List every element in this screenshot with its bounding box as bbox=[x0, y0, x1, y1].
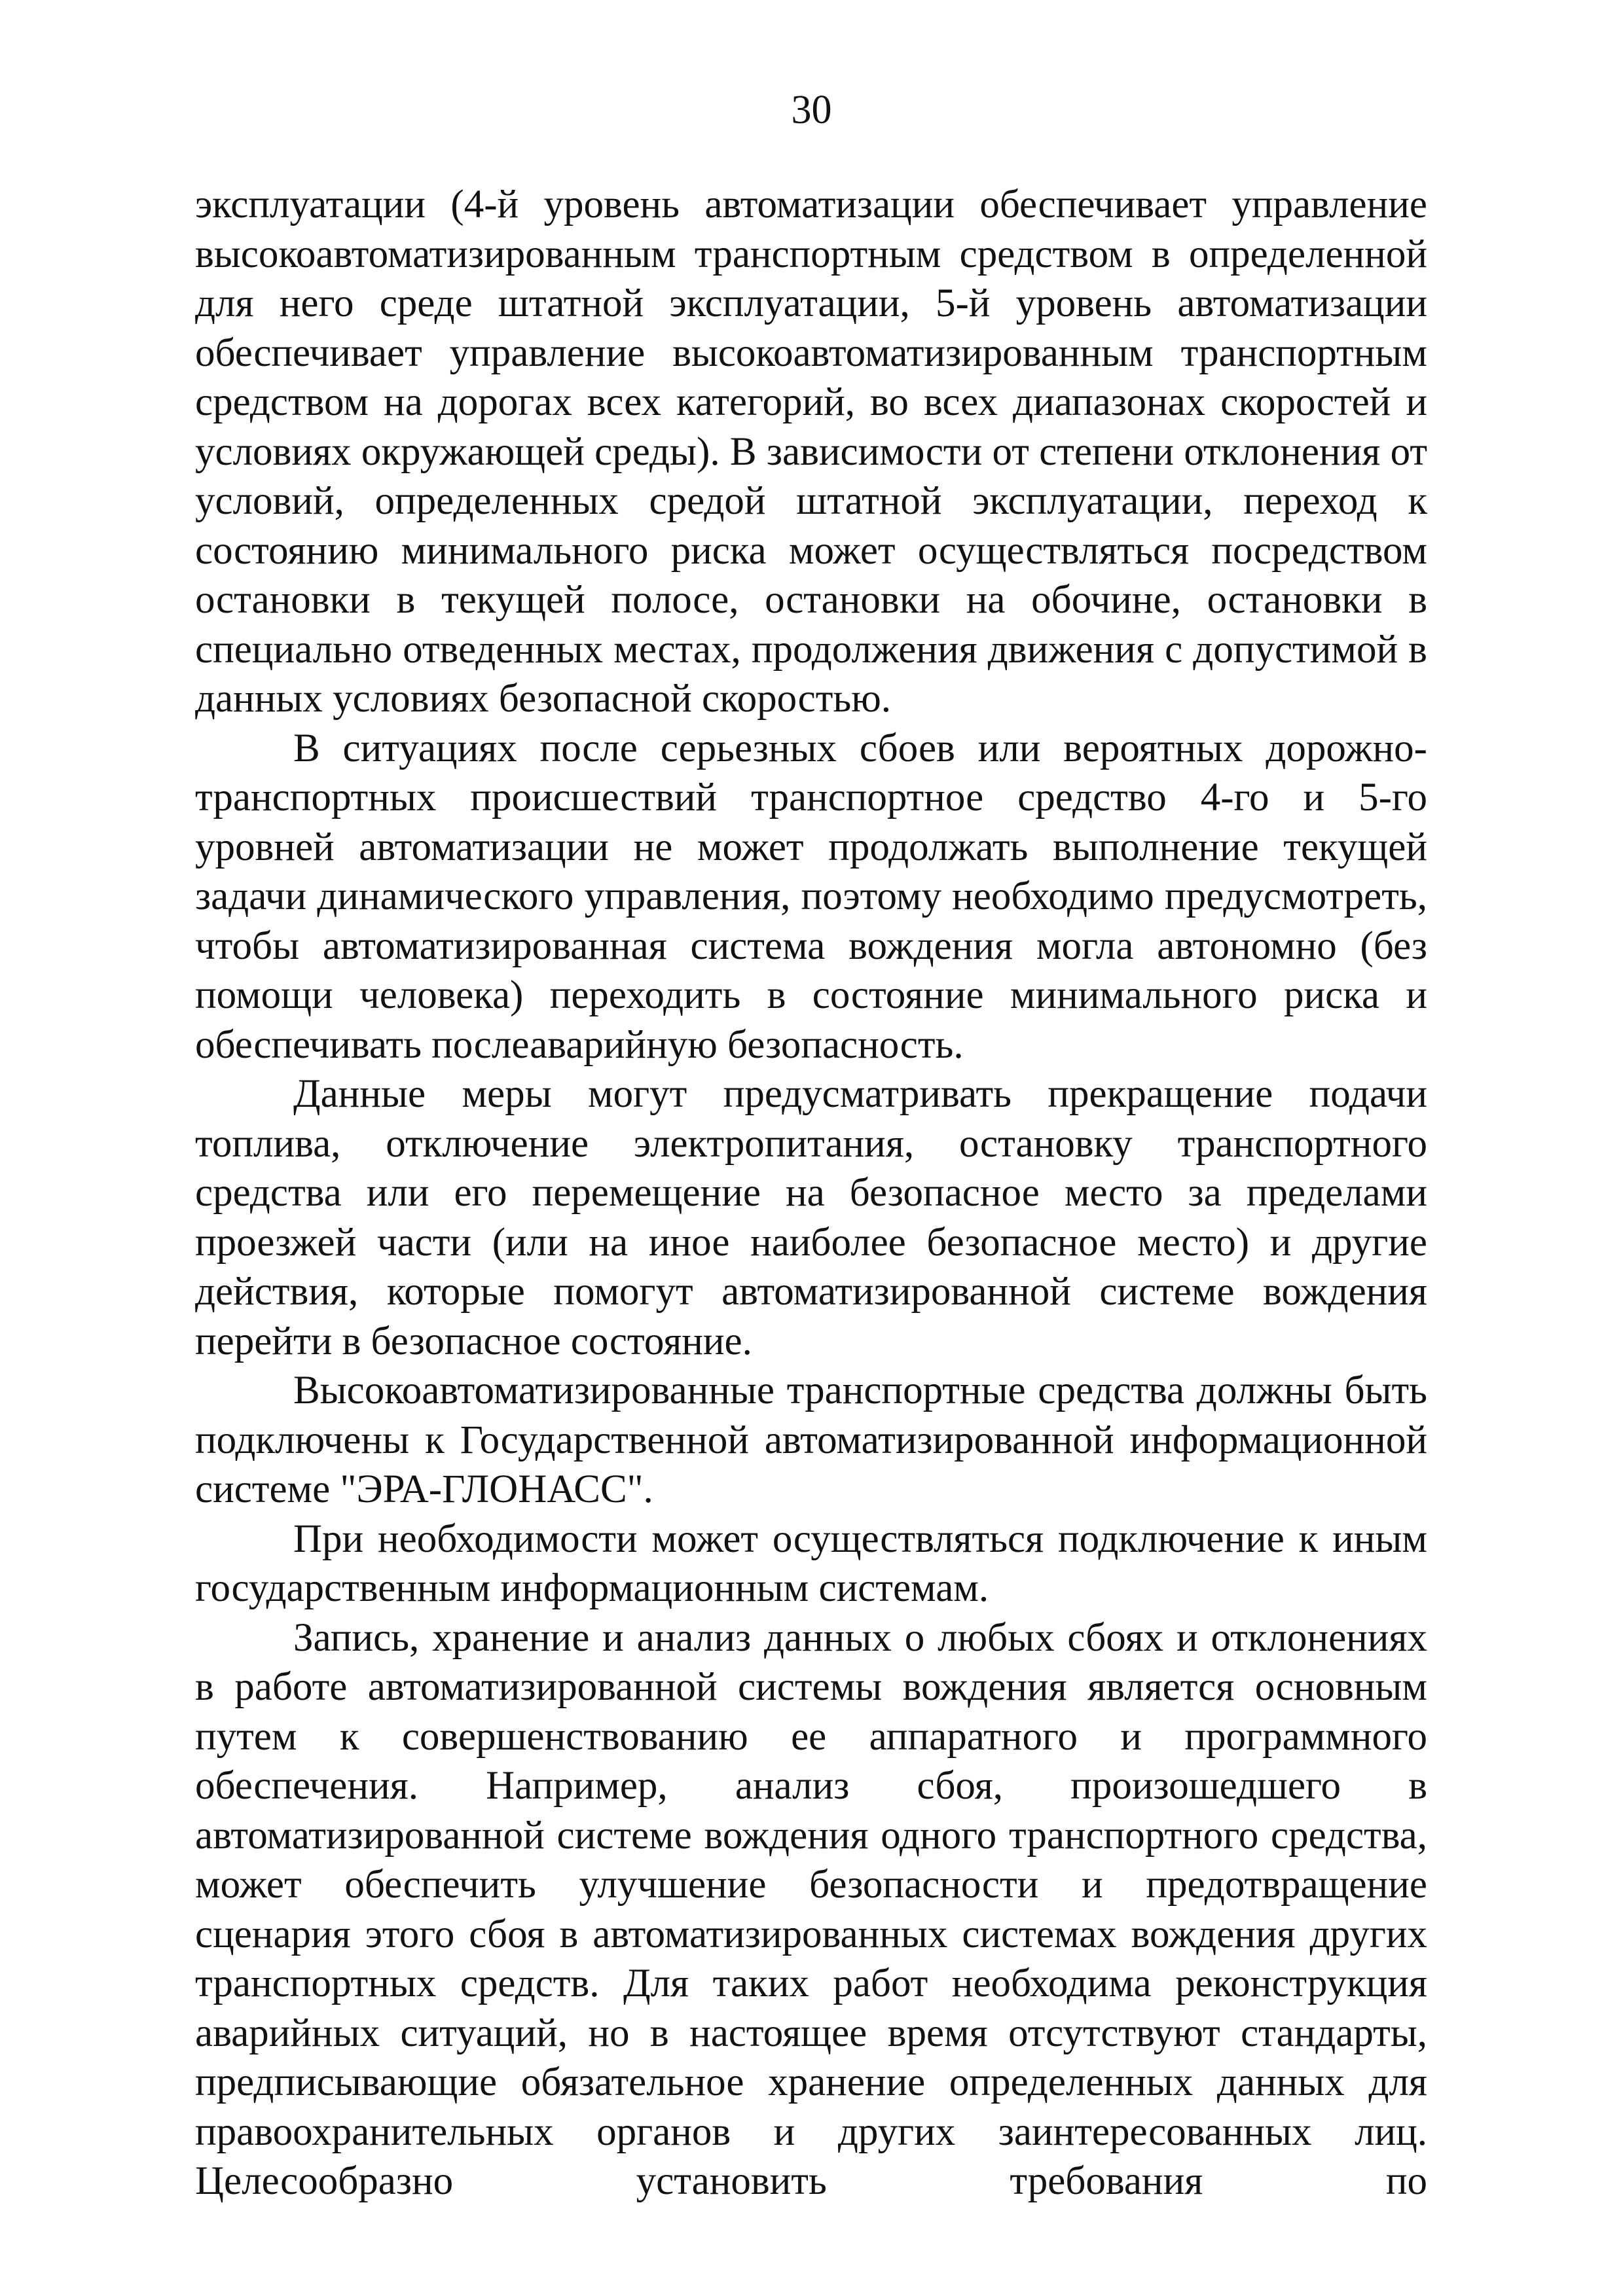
paragraph-continuation: эксплуатации (4-й уровень автоматизации обеспечивает управление высокоавтоматизированным транспортным средством в определенной для него среде штатной эксплуатации, 5-й уровень автоматизации обеспечивает управление высокоавтоматизированным транспортным средством на дорогах всех категорий, во всех диапазонах скоростей и условиях окружающей среды). В зависимости от степени отклонения от условий, определенных средой штатной эксплуатации, переход к состоянию минимального риска может осуществляться посредством остановки в текущей полосе, остановки на обочине, остановки в специально отведенных местах, продолжения движения с допустимой в данных условиях безопасной скоростью. bbox=[195, 183, 1427, 721]
document-body bbox=[195, 180, 1427, 2206]
paragraph-emergency-situations: В ситуациях после серьезных сбоев или вероятных дорожно-транспортных происшествий транспортное средство 4-го и 5-го уровней автоматизации не может продолжать выполнение текущей задачи динамического управления, поэтому необходимо предусмотреть, чтобы автоматизированная система вождения могла автономно (без помощи человека) переходить в состояние минимального риска и обеспечивать послеаварийную безопасность. bbox=[195, 726, 1427, 1067]
paragraph-other-systems: При необходимости может осуществляться подключение к иным государственным информационным системам. bbox=[195, 1516, 1427, 1610]
page-number: 30 bbox=[791, 88, 832, 132]
paragraph-data-recording: Запись, хранение и анализ данных о любых сбоях и отклонениях в работе автоматизированной системы вождения является основным путем к совершенствованию ее аппаратного и программного обеспечения. Например, анализ сбоя, произошедшего в автоматизированной системе вождения одного транспортного средства, может обеспечить улучшение безопасности и предотвращение сценария этого сбоя в автоматизированных системах вождения других транспортных средств. Для таких работ необходима реконструкция аварийных ситуаций, но в настоящее время отсутствуют стандарты, предписывающие обязательное хранение определенных данных для правоохранительных органов и других заинтересованных лиц. Целесообразно установить требования по bbox=[195, 1615, 1427, 2203]
paragraph-safety-measures: Данные меры могут предусматривать прекращение подачи топлива, отключение электропитания, остановку транспортного средства или его перемещение на безопасное место за пределами проезжей части (или на иное наиболее безопасное место) и другие действия, которые помогут автоматизированной системе вождения перейти в безопасное состояние. bbox=[195, 1072, 1427, 1363]
paragraph-era-glonass: Высокоавтоматизированные транспортные средства должны быть подключены к Государственной автоматизированной информационной системе "ЭРА-ГЛОНАСС". bbox=[195, 1369, 1427, 1511]
